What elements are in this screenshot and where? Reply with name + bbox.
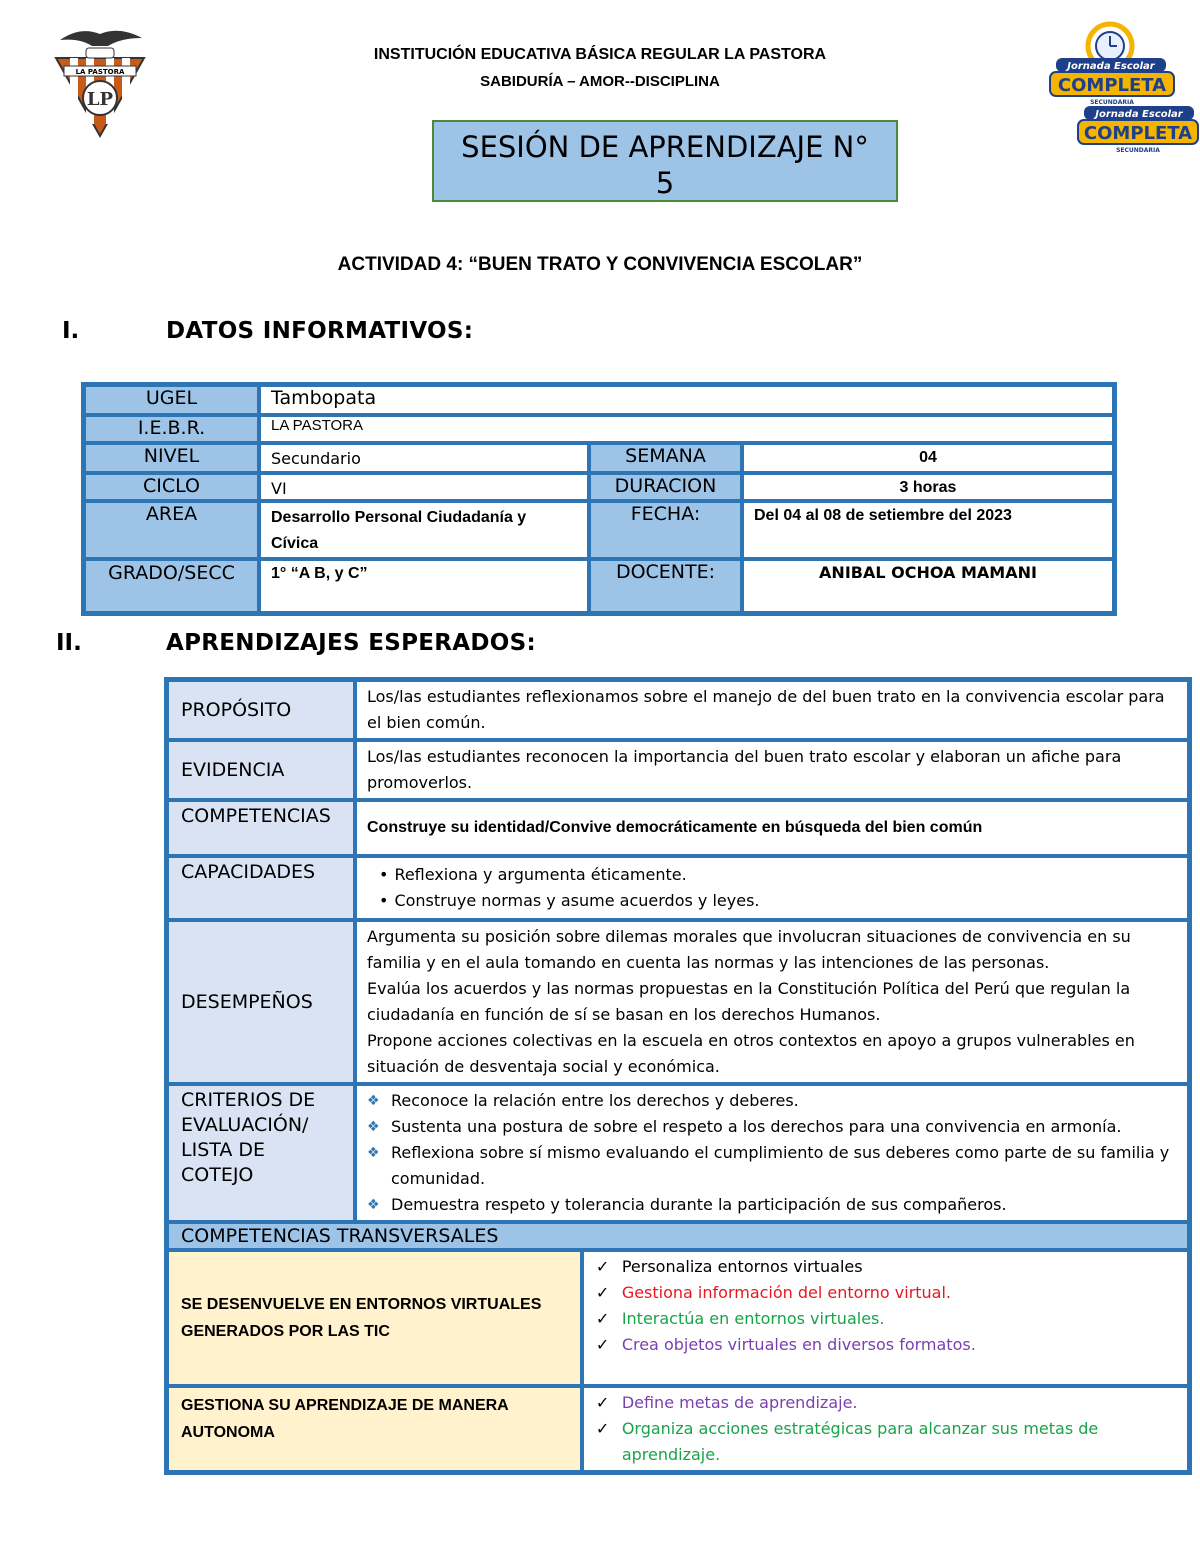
criterio-item: Reflexiona sobre sí mismo evaluando el cumplimiento de sus deberes como parte de su familia y comunidad.	[391, 1143, 1170, 1188]
desempenos-label: DESEMPEÑOS	[167, 920, 355, 1084]
desempenos-value	[355, 920, 1189, 1084]
autonoma-item: Define metas de aprendizaje.	[621, 1393, 858, 1412]
logo-text: LA PASTORA	[75, 68, 125, 76]
tic-items	[582, 1250, 1189, 1386]
area-value: Desarrollo Personal Ciudadanía y Cívica	[259, 501, 589, 559]
section1-number: I.	[62, 318, 80, 344]
activity-title: ACTIVIDAD 4: “BUEN TRATO Y CONVIVENCIA ESCOLAR”	[337, 254, 863, 275]
duracion-value: 3 horas	[742, 473, 1114, 501]
institution-name: INSTITUCIÓN EDUCATIVA BÁSICA REGULAR LA PASTORA	[373, 46, 827, 63]
area-label: AREA	[84, 501, 259, 559]
tic-item: Interactúa en entornos virtuales.	[621, 1309, 885, 1328]
tic-item: Crea objetos virtuales en diversos formatos.	[621, 1335, 976, 1354]
docente-label: DOCENTE:	[589, 559, 742, 613]
duracion-label: DURACION	[589, 473, 742, 501]
institution-motto: SABIDURÍA – AMOR--DISCIPLINA	[480, 73, 720, 90]
docente-value: ANIBAL OCHOA MAMANI	[742, 559, 1114, 613]
capacidades-label: CAPACIDADES	[167, 856, 355, 920]
competencias-label: COMPETENCIAS	[167, 800, 355, 856]
logo-initials: LP	[86, 89, 114, 110]
desempeno-item: Argumenta su posición sobre dilemas morales que involucran situaciones de convivencia en su familia y en el aula tomando en cuenta las normas y las intenciones de las personas.	[367, 927, 1131, 972]
evidencia-label: EVIDENCIA	[167, 740, 355, 800]
logo-right-line3-b: SECUNDARIA	[1116, 147, 1160, 154]
checkmark-icon: ✓	[595, 1419, 610, 1438]
diamond-bullet-icon: ❖	[367, 1145, 380, 1161]
fecha-label: FECHA:	[589, 501, 742, 559]
section2-title: APRENDIZAJES ESPERADOS:	[166, 630, 536, 656]
checkmark-icon: ✓	[595, 1257, 610, 1276]
checkmark-icon: ✓	[595, 1309, 610, 1328]
session-title: SESIÓN DE APRENDIZAJE N°	[461, 130, 869, 164]
learning-table	[164, 677, 1192, 1475]
section2-number: II.	[56, 630, 82, 656]
criterios-label: CRITERIOS DE EVALUACIÓN/ LISTA DE COTEJO	[167, 1084, 355, 1222]
checkmark-icon: ✓	[595, 1283, 610, 1302]
nivel-label: NIVEL	[84, 443, 259, 473]
iebr-label: I.E.B.R.	[84, 415, 259, 443]
criterios-value	[355, 1084, 1189, 1222]
diamond-bullet-icon: ❖	[367, 1093, 380, 1109]
criterio-item: Sustenta una postura de sobre el respeto a los derechos para una convivencia en armonía.	[391, 1117, 1122, 1136]
evidencia-value: Los/las estudiantes reconocen la importancia del buen trato escolar y elaboran un afiche para promoverlos.	[355, 740, 1189, 800]
desempeno-item: Propone acciones colectivas en la escuela en otros contextos en apoyo a grupos vulnerables en situación de desventaja social y económica.	[367, 1031, 1135, 1076]
grado-value: 1° “A B, y C”	[259, 559, 589, 613]
diamond-bullet-icon: ❖	[367, 1197, 380, 1213]
criterio-item: Demuestra respeto y tolerancia durante la participación de sus compañeros.	[391, 1195, 1007, 1214]
grado-label: GRADO/SECC	[84, 559, 259, 613]
info-table	[81, 382, 1117, 616]
logo-right-line2: COMPLETA	[1057, 75, 1167, 96]
autonoma-item: Organiza acciones estratégicas para alcanzar sus metas de aprendizaje.	[621, 1419, 1099, 1464]
diamond-bullet-icon: ❖	[367, 1119, 380, 1135]
proposito-value: Los/las estudiantes reflexionamos sobre el manejo de del buen trato en la convivencia escolar para el bien común.	[355, 680, 1189, 740]
fecha-value: Del 04 al 08 de setiembre del 2023	[742, 501, 1114, 559]
logo-right-line1: Jornada Escolar	[1067, 61, 1155, 72]
tic-item: Personaliza entornos virtuales	[621, 1257, 863, 1276]
ciclo-value: VI	[259, 473, 589, 501]
capacidades-value	[355, 856, 1189, 920]
desempeno-item: Evalúa los acuerdos y las normas propuestas en la Constitución Política del Perú que regulan la ciudadanía en función de sí se basan en los derechos Humanos.	[367, 979, 1131, 1024]
session-title-box	[432, 120, 898, 202]
semana-label: SEMANA	[589, 443, 742, 473]
logo-right-line2-b: COMPLETA	[1083, 123, 1193, 144]
proposito-label: PROPÓSITO	[167, 680, 355, 740]
semana-value: 04	[742, 443, 1114, 473]
iebr-value: LA PASTORA	[259, 415, 1114, 443]
capacidad-item: • Reflexiona y argumenta éticamente.	[379, 862, 1177, 888]
tic-item: Gestiona información del entorno virtual.	[621, 1283, 952, 1302]
checkmark-icon: ✓	[595, 1335, 610, 1354]
autonoma-items	[582, 1386, 1189, 1472]
ciclo-label: CICLO	[84, 473, 259, 501]
logo-right-line1-b: Jornada Escolar	[1095, 109, 1183, 120]
session-number: 5	[655, 166, 675, 200]
competencias-value: Construye su identidad/Convive democráticamente en búsqueda del bien común	[355, 800, 1189, 856]
transversales-header: COMPETENCIAS TRANSVERSALES	[167, 1222, 1189, 1250]
criterio-item: Reconoce la relación entre los derechos y deberes.	[391, 1091, 799, 1110]
section1-title: DATOS INFORMATIVOS:	[166, 318, 474, 344]
ugel-value: Tambopata	[259, 385, 1114, 415]
nivel-value: Secundario	[259, 443, 589, 473]
checkmark-icon: ✓	[595, 1393, 610, 1412]
tic-label: SE DESENVUELVE EN ENTORNOS VIRTUALES GENERADOS POR LAS TIC	[167, 1250, 582, 1386]
autonoma-label: GESTIONA SU APRENDIZAJE DE MANERA AUTONOMA	[167, 1386, 582, 1472]
logo-right-line3: SECUNDARIA	[1090, 99, 1134, 106]
capacidad-item: • Construye normas y asume acuerdos y leyes.	[379, 888, 1177, 914]
ugel-label: UGEL	[84, 385, 259, 415]
